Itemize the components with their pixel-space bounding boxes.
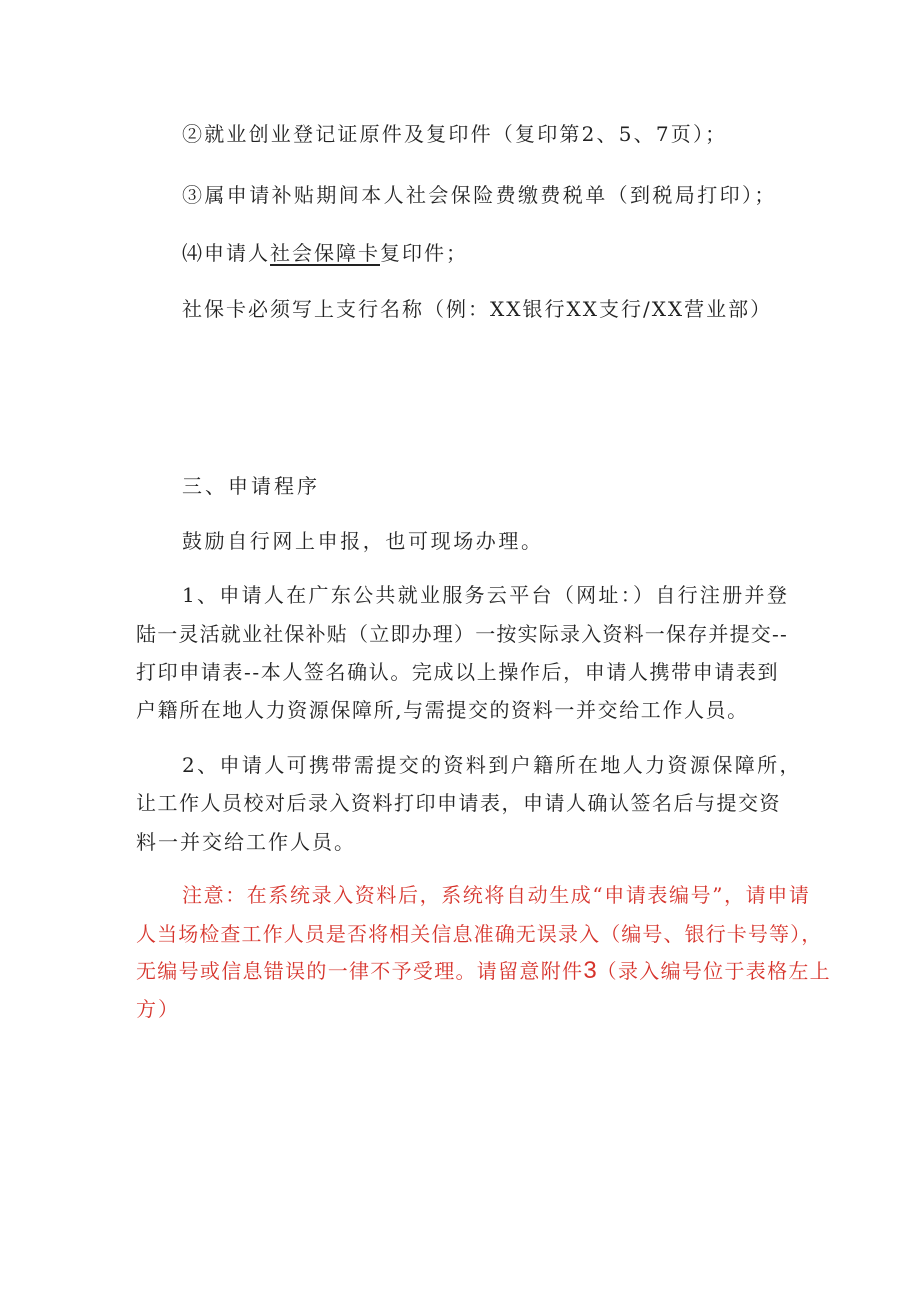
notice-line3-suffix: （录入编号位于表格左上 xyxy=(596,959,831,983)
material-item-4-suffix: 复印件； xyxy=(380,241,468,265)
step-1-line: 陆一灵活就业社保补贴（立即办理）一按实际录入资料一保存并提交-- xyxy=(136,622,788,646)
bank-branch-note: 社保卡必须写上支行名称（例：XX银行XX支行/XX营业部） xyxy=(182,297,773,321)
step-1-line: 1、申请人在广东公共就业服务云平台（网址：）自行注册并登 xyxy=(182,583,790,607)
material-item-4-prefix: ⑷申请人 xyxy=(182,241,270,265)
step-2-line: 2、申请人可携带需提交的资料到户籍所在地人力资源保障所， xyxy=(182,753,802,777)
notice-line: 注意：在系统录入资料后，系统将自动生成“申请表编号”，请申请 xyxy=(182,883,811,907)
step-1-line: 户籍所在地人力资源保障所,与需提交的资料一并交给工作人员。 xyxy=(136,698,749,722)
notice-line3-prefix: 无编号或信息错误的一律不予受理。请留意附件 xyxy=(136,959,584,983)
social-security-card-underlined: 社会保障卡 xyxy=(270,241,380,265)
material-item-2: ②就业创业登记证原件及复印件（复印第2、5、7页）； xyxy=(182,122,728,146)
step-2-line: 料一并交给工作人员。 xyxy=(136,830,356,854)
intro-paragraph: 鼓励自行网上申报，也可现场办理。 xyxy=(182,529,544,553)
section-heading: 三、申请程序 xyxy=(182,474,320,498)
notice-line: 人当场检查工作人员是否将相关信息准确无误录入（编号、银行卡号等）， xyxy=(136,922,823,946)
material-item-3: ③属申请补贴期间本人社会保险费缴费税单（到税局打印）； xyxy=(182,183,777,207)
step-2-line: 让工作人员校对后录入资料打印申请表，申请人确认签名后与提交资 xyxy=(136,791,781,815)
notice-line xyxy=(136,958,831,984)
material-item-4 xyxy=(182,240,468,266)
attachment-number: 3 xyxy=(583,957,597,984)
notice-line: 方） xyxy=(136,997,180,1021)
step-1-line: 打印申请表--本人签名确认。完成以上操作后，申请人携带申请表到 xyxy=(136,660,780,684)
